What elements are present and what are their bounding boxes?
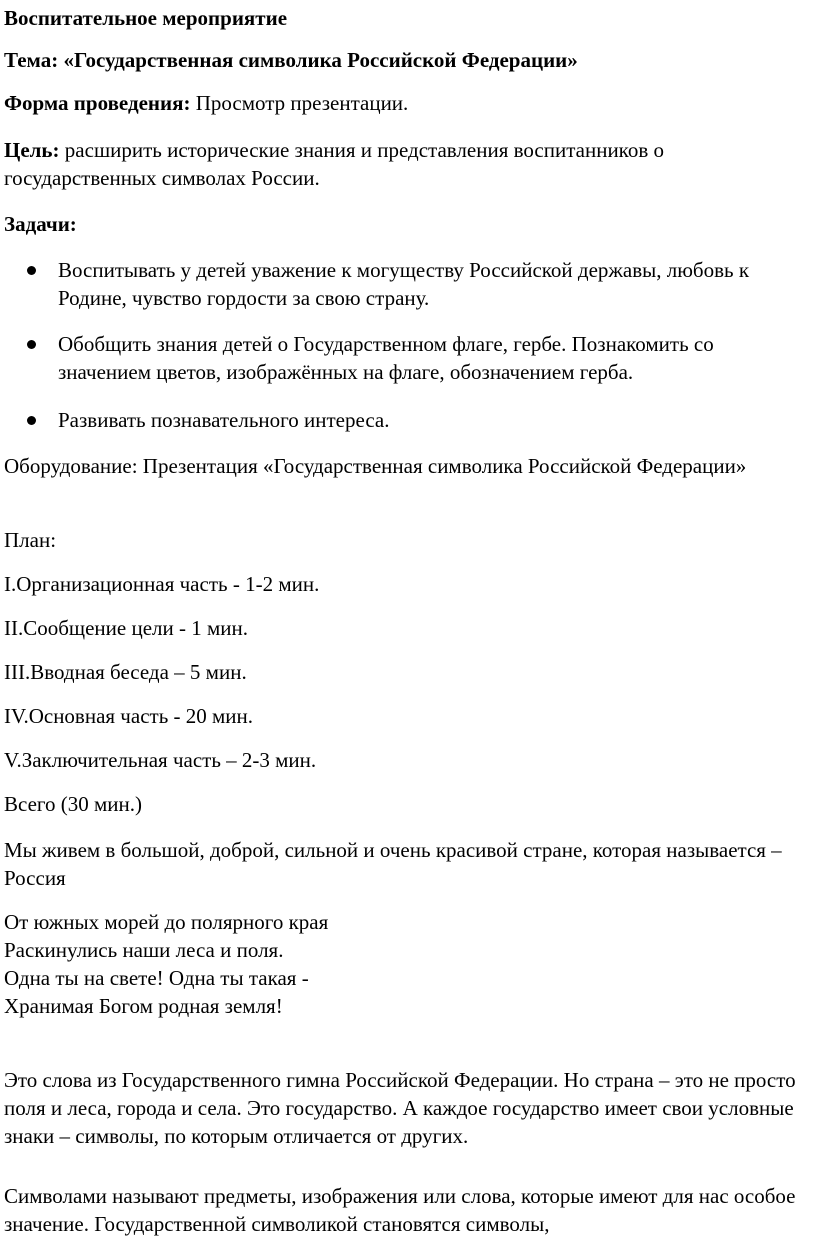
plan-item: III.Вводная беседа – 5 мин. — [4, 660, 247, 684]
poem-line: Одна ты на свете! Одна ты такая - — [4, 966, 309, 990]
poem — [4, 908, 806, 1020]
poem-line: От южных морей до полярного края — [4, 910, 329, 934]
poem-line: Хранимая Богом родная земля! — [4, 994, 283, 1018]
goal-line: Цель: расширить исторические знания и представления воспитанников о государственных символах России. — [4, 138, 664, 190]
poem-line: Раскинулись наши леса и поля. — [4, 938, 284, 962]
plan-item: V.Заключительная часть – 2-3 мин. — [4, 748, 317, 772]
anthem-paragraph: Это слова из Государственного гимна Российской Федерации. Но страна – это не просто поля и леса, города и села. Это государство. А каждое государство имеет свои условные знаки – символы, по которым отличается от других. — [4, 1068, 796, 1148]
event-title: Воспитательное мероприятие — [4, 6, 288, 30]
list-item: Воспитывать у детей уважение к могуществу Российской державы, любовь к Родине, чувство гордости за свою страну. — [58, 256, 804, 312]
plan-total: Всего (30 мин.) — [4, 792, 142, 816]
bullet-icon — [27, 330, 36, 358]
theme-line: Тема: «Государственная символика Российской Федерации» — [4, 48, 578, 72]
bullet-icon — [27, 256, 36, 284]
equipment-line: Оборудование: Презентация «Государственная символика Российской Федерации» — [4, 454, 747, 478]
plan-item: II.Сообщение цели - 1 мин. — [4, 616, 249, 640]
plan-heading: План: — [4, 528, 57, 552]
list-item: Развивать познавательного интереса. — [58, 406, 804, 434]
list-item: Обобщить знания детей о Государственном флаге, гербе. Познакомить со значением цветов, изображённых на флаге, обозначением герба. — [58, 330, 804, 386]
symbols-paragraph: Символами называют предметы, изображения или слова, которые имеют для нас особое значение. Государственной символикой становятся символы, — [4, 1184, 796, 1236]
plan-item: IV.Основная часть - 20 мин. — [4, 704, 254, 728]
intro-paragraph: Мы живем в большой, доброй, сильной и очень красивой стране, которая называется – Россия — [4, 838, 782, 890]
tasks-heading: Задачи: — [4, 212, 77, 236]
plan-item: I.Организационная часть - 1-2 мин. — [4, 572, 320, 596]
form-line: Форма проведения: Просмотр презентации. — [4, 91, 409, 115]
bullet-icon — [27, 406, 36, 434]
